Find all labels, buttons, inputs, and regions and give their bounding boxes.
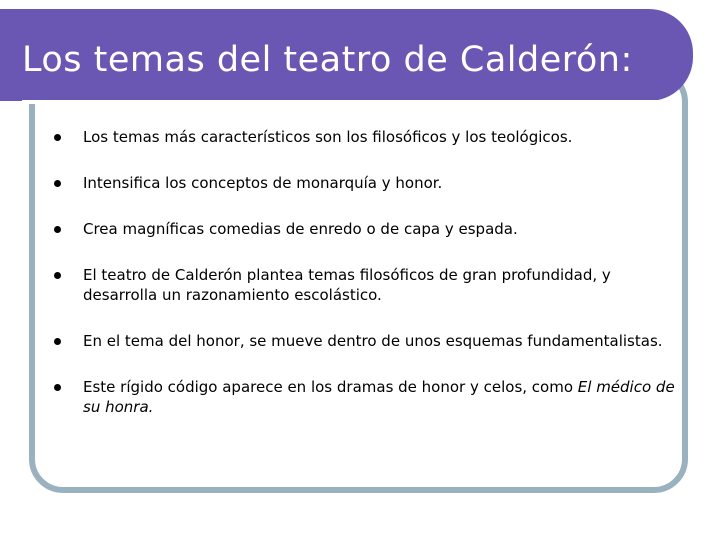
bullet-text: Este rígido código aparece en los dramas de honor y celos, como	[83, 378, 578, 396]
title-bar	[0, 9, 693, 101]
bullet-item	[50, 173, 680, 193]
bullet-list	[50, 127, 680, 443]
bullet-dot-icon	[54, 134, 61, 141]
bullet-item	[50, 265, 680, 305]
bullet-dot-icon	[54, 338, 61, 345]
bullet-text: Crea magníficas comedias de enredo o de capa y espada.	[83, 220, 518, 238]
bullet-text: Intensifica los conceptos de monarquía y honor.	[83, 174, 443, 192]
bullet-dot-icon	[54, 272, 61, 279]
bullet-item	[50, 377, 680, 417]
work-title: El médico de su honra.	[83, 378, 675, 416]
bullet-text: Los temas más característicos son los filosóficos y los teológicos.	[83, 128, 573, 146]
title-underline	[22, 100, 669, 104]
bullet-item	[50, 127, 680, 147]
bullet-dot-icon	[54, 180, 61, 187]
bullet-dot-icon	[54, 226, 61, 233]
slide-title: Los temas del teatro de Calderón:	[22, 40, 633, 80]
bullet-item	[50, 331, 680, 351]
bullet-item	[50, 219, 680, 239]
bullet-dot-icon	[54, 384, 61, 391]
bullet-text: El teatro de Calderón plantea temas filosóficos de gran profundidad, y desarrolla un razonamiento escolástico.	[83, 266, 611, 304]
bullet-text: En el tema del honor, se mueve dentro de unos esquemas fundamentalistas.	[83, 332, 663, 350]
